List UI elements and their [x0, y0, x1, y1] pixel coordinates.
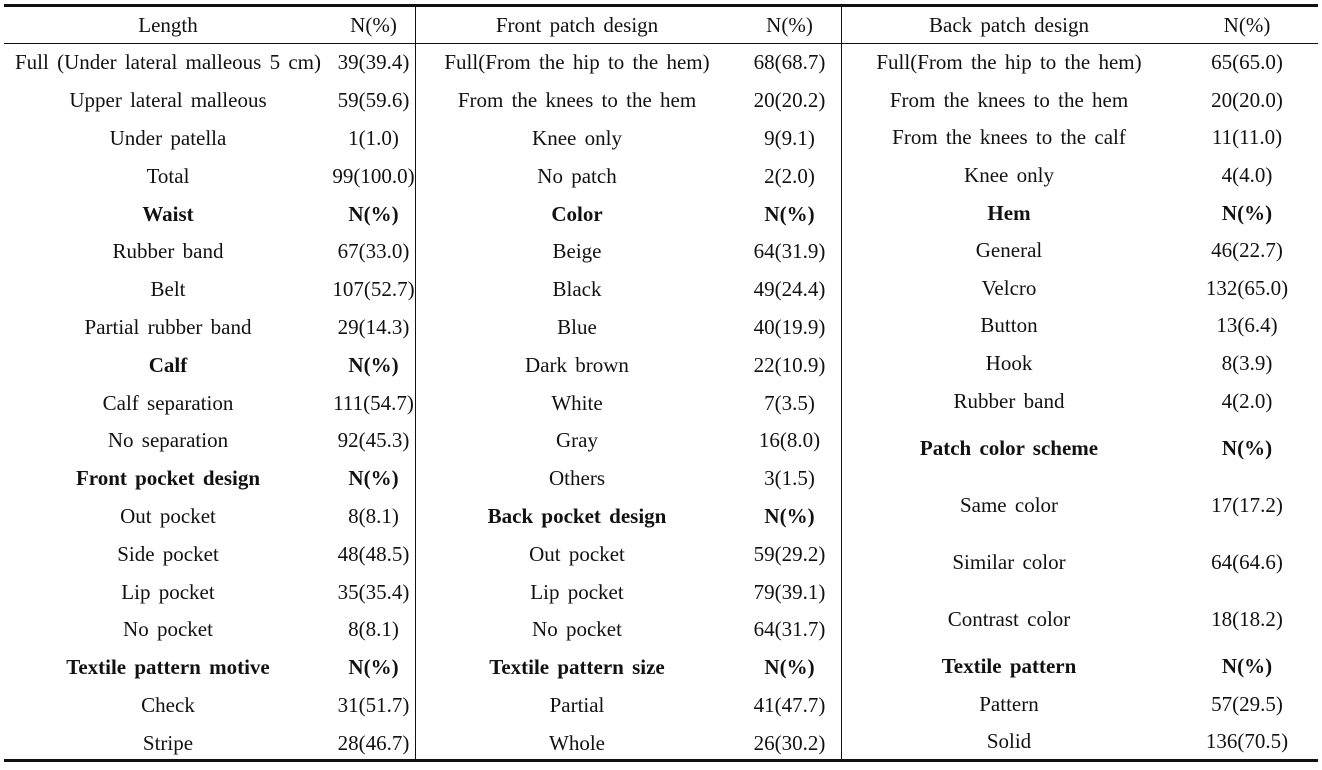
row-label: No patch	[537, 163, 617, 188]
row-label: From the knees to the calf	[892, 125, 1126, 150]
row-value: 13(6.4)	[1216, 313, 1278, 338]
table-row	[416, 460, 841, 498]
table-row	[842, 345, 1318, 383]
panel-header	[416, 7, 841, 43]
table-row	[416, 271, 841, 309]
section-value-header: N(%)	[764, 201, 815, 226]
row-label: Rubber band	[953, 388, 1065, 413]
table-row	[842, 307, 1318, 345]
section-label: Color	[551, 201, 603, 226]
row-label: Knee only	[532, 125, 622, 150]
row-value: 40(19.9)	[753, 314, 826, 339]
table-row	[842, 723, 1318, 761]
section-value-header: N(%)	[1221, 435, 1273, 460]
section-label: Textile pattern	[941, 654, 1077, 679]
row-label: Same color	[959, 492, 1059, 517]
table-row	[4, 271, 415, 309]
table-row	[416, 687, 841, 725]
row-value: 8(8.1)	[348, 617, 399, 642]
section-value-header: N(%)	[348, 466, 399, 491]
panel-front-patch	[416, 4, 841, 760]
table-row	[416, 233, 841, 271]
table-row	[4, 120, 415, 158]
panel-header	[4, 7, 415, 43]
section-label: Front pocket design	[75, 466, 261, 491]
row-value: 1(1.0)	[348, 125, 399, 150]
row-label: No pocket	[532, 617, 622, 642]
row-label: No pocket	[123, 617, 213, 642]
row-value: 4(2.0)	[1221, 388, 1273, 413]
row-label: Full(From the hip to the hem)	[444, 50, 710, 75]
header-label: Back patch design	[929, 12, 1089, 37]
row-label: From the knees to the hem	[889, 87, 1129, 112]
section-header-row	[4, 460, 415, 498]
row-label: Solid	[986, 729, 1032, 754]
table-row	[416, 422, 841, 460]
row-value: 31(51.7)	[337, 692, 410, 717]
row-label: Beige	[552, 239, 602, 264]
row-value: 64(31.7)	[753, 617, 826, 642]
row-label: Velcro	[981, 275, 1037, 300]
panel-rows	[416, 44, 841, 759]
section-header-row	[416, 649, 841, 687]
section-value-header: N(%)	[1221, 654, 1273, 679]
table-row	[416, 157, 841, 195]
row-value: 107(52.7)	[332, 277, 415, 302]
section-label: Waist	[142, 201, 194, 226]
section-label: Calf	[148, 352, 188, 377]
row-label: Button	[980, 313, 1038, 338]
row-label: Belt	[150, 277, 186, 302]
table-row	[842, 591, 1318, 648]
row-label: Out pocket	[529, 541, 625, 566]
table-row	[842, 270, 1318, 308]
row-value: 18(18.2)	[1211, 606, 1283, 631]
header-value: N(%)	[1223, 12, 1271, 37]
table-row	[842, 382, 1318, 420]
row-label: Black	[552, 277, 602, 302]
section-label: Back pocket design	[487, 503, 667, 528]
row-label: Partial rubber band	[84, 314, 252, 339]
row-label: Dark brown	[525, 352, 629, 377]
table-row	[842, 686, 1318, 724]
row-value: 59(59.6)	[337, 88, 410, 113]
table-row	[4, 687, 415, 725]
row-value: 99(100.0)	[332, 163, 415, 188]
row-label: Partial	[549, 692, 605, 717]
row-value: 79(39.1)	[753, 579, 826, 604]
row-value: 28(46.7)	[337, 730, 410, 755]
header-value: N(%)	[350, 12, 397, 37]
table-row	[4, 535, 415, 573]
section-value-header: N(%)	[1221, 200, 1273, 225]
row-label: Out pocket	[120, 503, 216, 528]
row-value: 39(39.4)	[337, 50, 410, 75]
section-label: Textile pattern motive	[66, 655, 270, 680]
table-row	[842, 232, 1318, 270]
table-row	[416, 120, 841, 158]
section-header-row	[416, 195, 841, 233]
table-row	[4, 724, 415, 762]
row-value: 26(30.2)	[753, 730, 826, 755]
row-label: Check	[141, 692, 195, 717]
section-value-header: N(%)	[348, 352, 399, 377]
row-value: 20(20.0)	[1211, 87, 1283, 112]
row-value: 57(29.5)	[1211, 691, 1283, 716]
section-value-header: N(%)	[764, 503, 815, 528]
table-row	[416, 724, 841, 762]
section-value-header: N(%)	[348, 655, 399, 680]
row-value: 65(65.0)	[1211, 50, 1283, 75]
table-row	[842, 477, 1318, 534]
section-header-row	[842, 648, 1318, 686]
row-value: 68(68.7)	[753, 50, 826, 75]
section-label: Textile pattern size	[489, 655, 665, 680]
row-label: Hook	[985, 351, 1033, 376]
row-value: 4(4.0)	[1221, 163, 1273, 188]
row-label: Blue	[557, 314, 597, 339]
section-header-row	[842, 420, 1318, 477]
table-row	[842, 82, 1318, 120]
row-value: 132(65.0)	[1205, 275, 1289, 300]
row-value: 41(47.7)	[753, 692, 826, 717]
row-label: Pattern	[979, 691, 1039, 716]
header-label: Length	[138, 12, 198, 37]
row-value: 64(31.9)	[753, 239, 826, 264]
section-value-header: N(%)	[764, 655, 815, 680]
row-label: Total	[146, 163, 190, 188]
table-row	[416, 535, 841, 573]
row-value: 111(54.7)	[333, 390, 414, 415]
table-row	[416, 309, 841, 347]
panel-header	[842, 7, 1318, 43]
table-row	[4, 44, 415, 82]
row-label: Calf separation	[102, 390, 234, 415]
section-header-row	[4, 649, 415, 687]
row-value: 29(14.3)	[337, 314, 410, 339]
row-value: 67(33.0)	[337, 239, 410, 264]
section-value-header: N(%)	[348, 201, 399, 226]
table-row	[416, 346, 841, 384]
row-label: White	[551, 390, 603, 415]
table-row	[842, 119, 1318, 157]
row-value: 3(1.5)	[764, 466, 815, 491]
row-label: Others	[549, 466, 605, 491]
row-value: 22(10.9)	[753, 352, 826, 377]
table-row	[4, 233, 415, 271]
row-label: Lip pocket	[530, 579, 624, 604]
row-label: Gray	[556, 428, 598, 453]
table-row	[4, 573, 415, 611]
row-value: 20(20.2)	[753, 88, 826, 113]
row-value: 46(22.7)	[1211, 238, 1283, 263]
row-label: No separation	[107, 428, 229, 453]
row-value: 49(24.4)	[753, 277, 826, 302]
row-label: Upper lateral malleous	[69, 88, 267, 113]
row-value: 48(48.5)	[337, 541, 410, 566]
row-value: 136(70.5)	[1205, 729, 1289, 754]
table-row	[842, 157, 1318, 195]
section-label: Hem	[987, 200, 1031, 225]
table-row	[4, 498, 415, 536]
row-value: 59(29.2)	[753, 541, 826, 566]
row-label: Under patella	[109, 125, 227, 150]
data-table	[4, 4, 1318, 764]
table-row	[4, 611, 415, 649]
row-label: Stripe	[142, 730, 194, 755]
table-row	[4, 384, 415, 422]
table-row	[416, 384, 841, 422]
table-row	[842, 44, 1318, 82]
section-header-row	[4, 346, 415, 384]
table-row	[4, 422, 415, 460]
table-row	[4, 82, 415, 120]
header-value: N(%)	[766, 12, 813, 37]
table-row	[842, 534, 1318, 591]
section-header-row	[4, 195, 415, 233]
row-label: Full (Under lateral malleous 5 cm)	[15, 50, 321, 75]
section-header-row	[842, 194, 1318, 232]
row-label: Knee only	[964, 163, 1054, 188]
panel-rows	[4, 44, 415, 759]
row-label: Rubber band	[112, 239, 224, 264]
row-label: Side pocket	[117, 541, 219, 566]
panel-length	[4, 4, 415, 760]
row-label: Whole	[549, 730, 605, 755]
row-label: General	[975, 238, 1043, 263]
table-row	[416, 573, 841, 611]
table-row	[416, 611, 841, 649]
header-label: Front patch design	[495, 12, 659, 37]
panel-back-patch	[842, 4, 1318, 760]
row-value: 92(45.3)	[337, 428, 410, 453]
row-value: 17(17.2)	[1211, 492, 1283, 517]
row-label: Contrast color	[947, 606, 1071, 631]
panel-rows	[842, 44, 1318, 759]
row-value: 9(9.1)	[764, 125, 815, 150]
row-value: 7(3.5)	[764, 390, 815, 415]
table-row	[416, 44, 841, 82]
row-value: 8(3.9)	[1221, 351, 1273, 376]
row-value: 2(2.0)	[764, 163, 815, 188]
row-value: 16(8.0)	[758, 428, 821, 453]
row-value: 35(35.4)	[337, 579, 410, 604]
table-row	[4, 157, 415, 195]
row-value: 11(11.0)	[1211, 125, 1283, 150]
table-row	[416, 82, 841, 120]
section-header-row	[416, 498, 841, 536]
row-label: Lip pocket	[121, 579, 215, 604]
section-label: Patch color scheme	[919, 435, 1099, 460]
row-label: Similar color	[952, 549, 1066, 574]
table-row	[4, 309, 415, 347]
row-label: From the knees to the hem	[457, 88, 697, 113]
row-label: Full(From the hip to the hem)	[876, 50, 1142, 75]
row-value: 8(8.1)	[348, 503, 399, 528]
row-value: 64(64.6)	[1211, 549, 1283, 574]
